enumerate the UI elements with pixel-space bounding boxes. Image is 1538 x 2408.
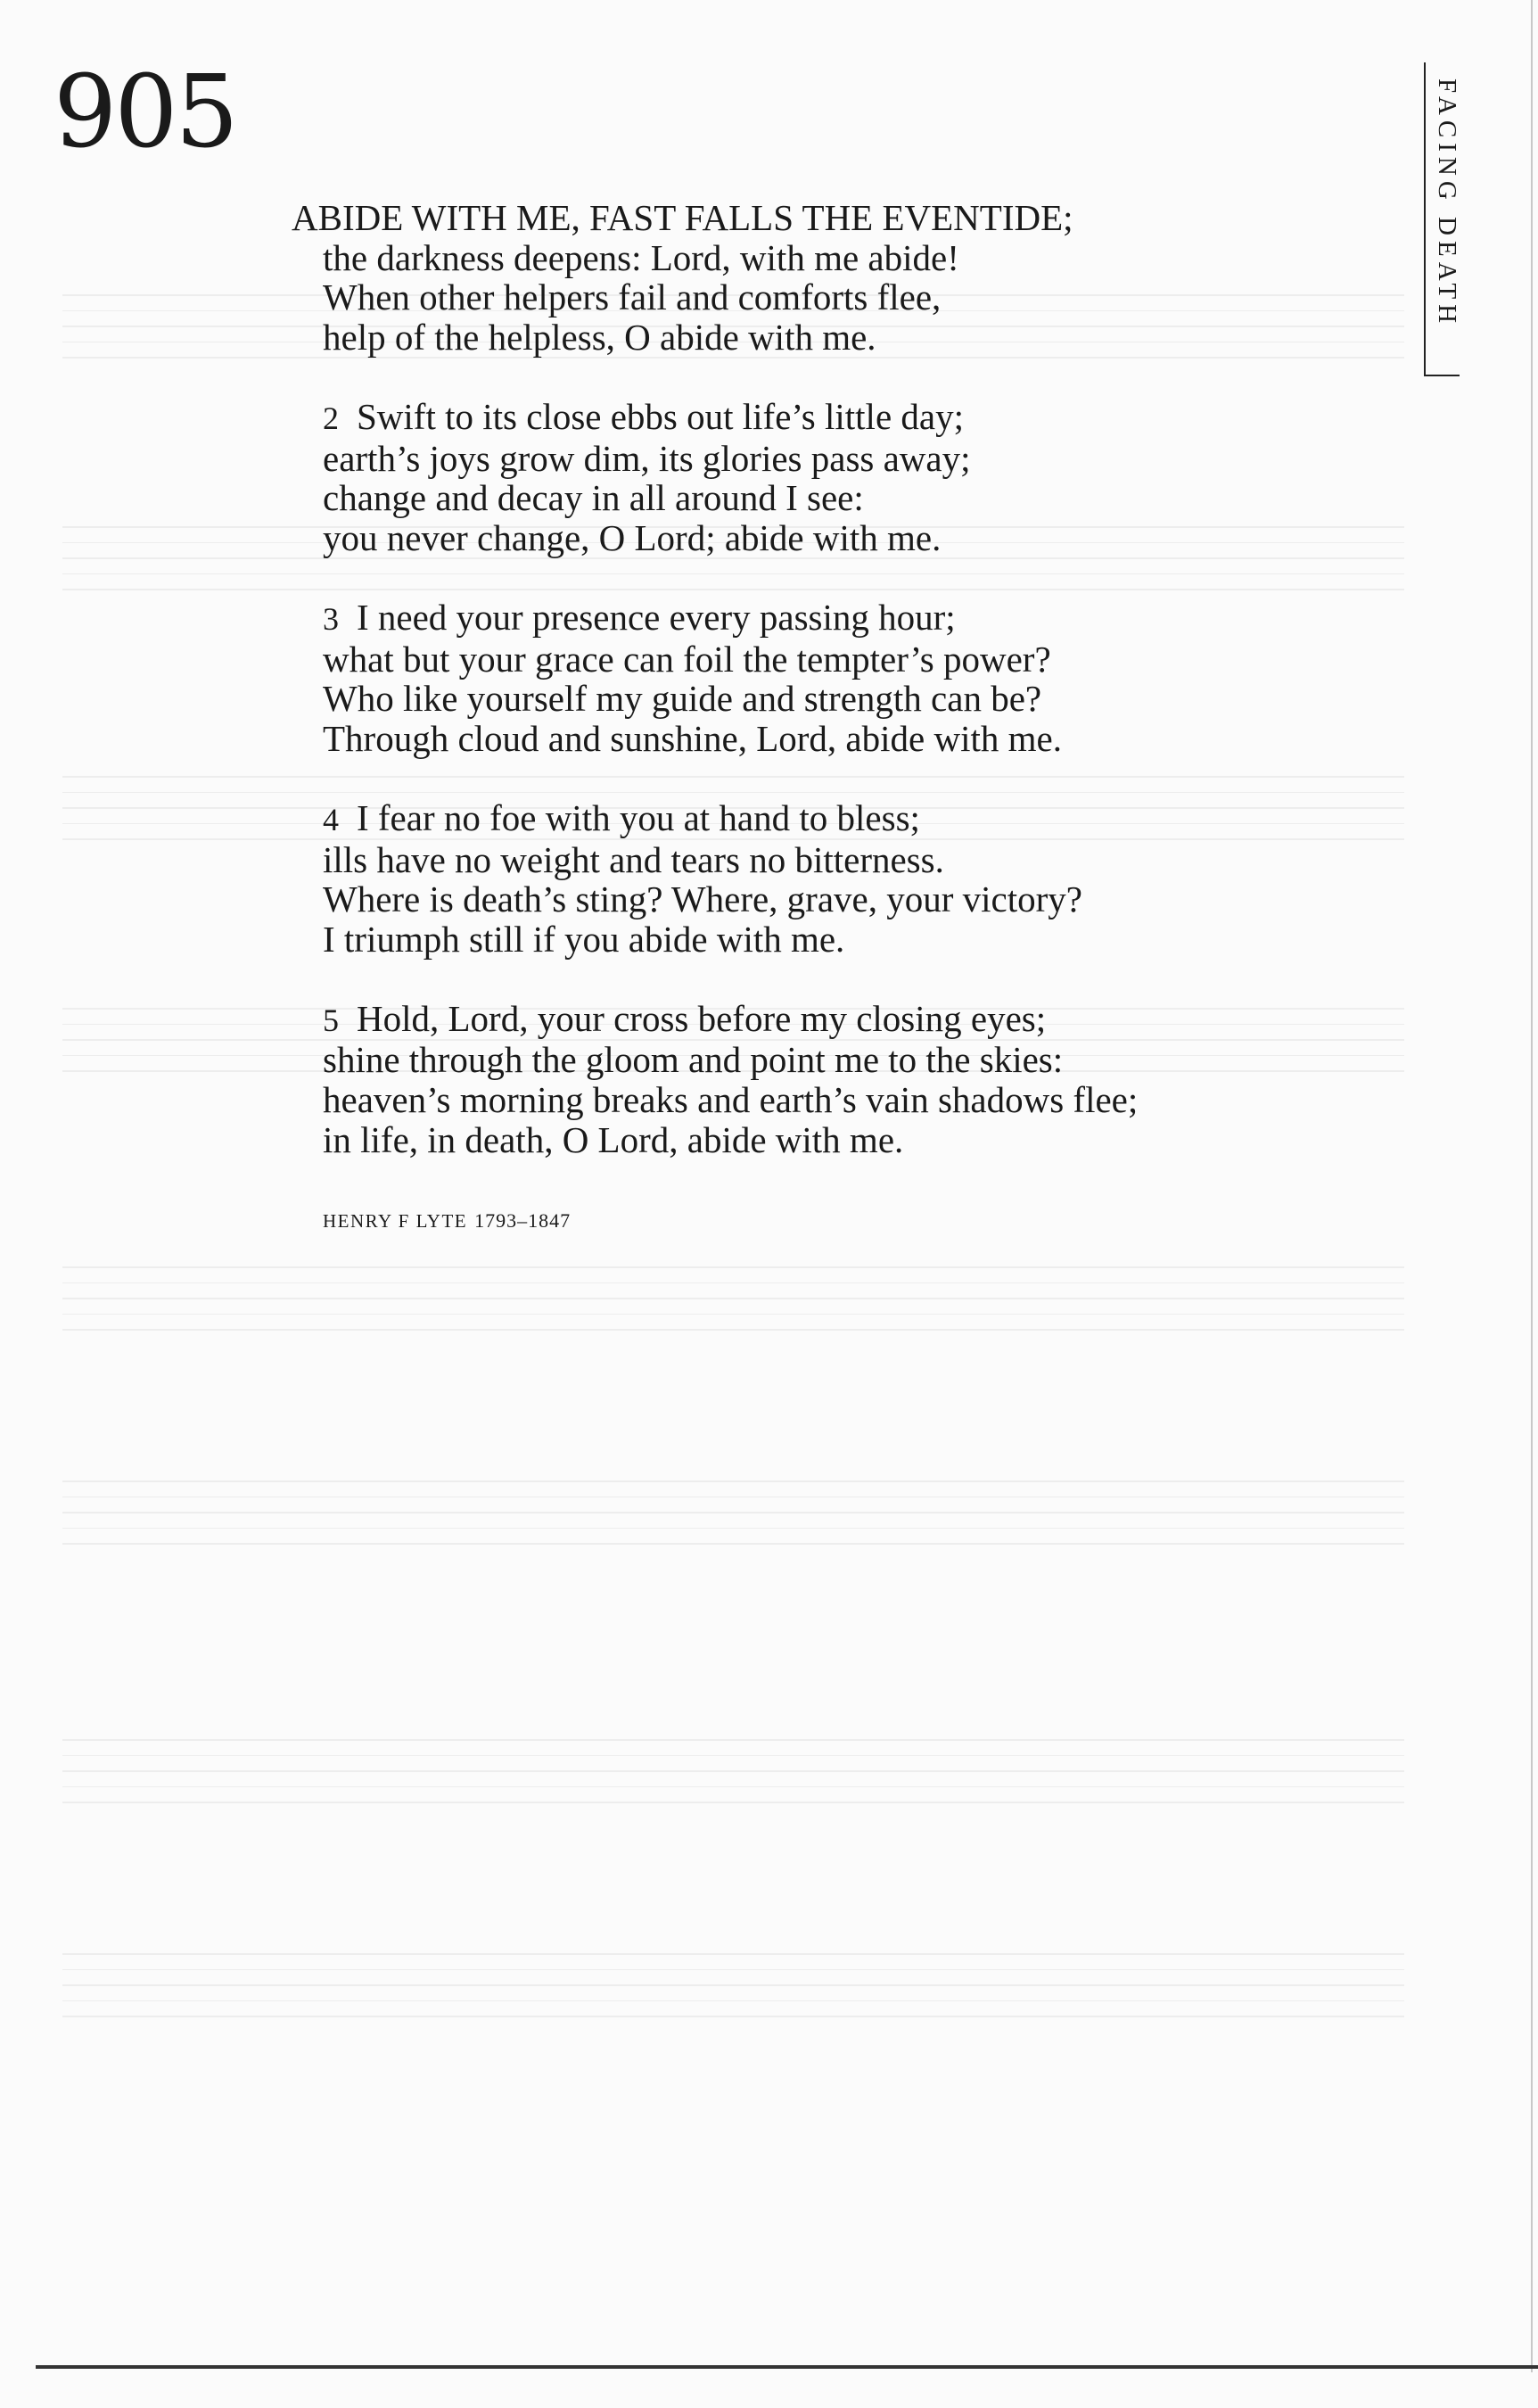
stanza-line: the darkness deepens: Lord, with me abide! (323, 236, 959, 278)
stanza-5 (323, 999, 1437, 1159)
page-edge-right (1531, 0, 1533, 2372)
stanza-4 (323, 798, 1437, 959)
stanza-line (323, 598, 1437, 639)
stanza-line: what but your grace can foil the tempter’s power? (323, 638, 1051, 680)
page-edge-bottom (36, 2365, 1538, 2369)
author-name: HENRY F LYTE (323, 1210, 468, 1232)
verse-number: 3 (323, 600, 339, 637)
stanza-line: help of the helpless, O abide with me. (323, 316, 876, 358)
verse-number: 4 (323, 801, 339, 837)
stanza-line-text: Hold, Lord, your cross before my closing eyes; (357, 997, 1047, 1039)
stanza-line: ABIDE WITH ME, FAST FALLS THE EVENTIDE; (292, 197, 1073, 238)
stanza-3 (323, 598, 1437, 758)
bleed-through-staff (62, 1739, 1404, 1819)
stanza-line (323, 999, 1437, 1041)
bleed-through-staff (62, 1266, 1404, 1347)
stanza-line: I triumph still if you abide with me. (323, 918, 845, 960)
stanza-line: you never change, O Lord; abide with me. (323, 516, 942, 558)
stanza-line-text: Swift to its close ebbs out life’s little day; (357, 395, 964, 437)
author-credit (323, 1209, 571, 1233)
bleed-through-staff (62, 1953, 1404, 2033)
stanza-line: Through cloud and sunshine, Lord, abide with me. (323, 717, 1062, 759)
bleed-through-staff (62, 1480, 1404, 1561)
hymn-number: 905 (53, 54, 236, 170)
stanza-line: Where is death’s sting? Where, grave, your victory? (323, 878, 1082, 920)
stanza-line: heaven’s morning breaks and earth’s vain shadows flee; (323, 1079, 1139, 1121)
stanza-line: in life, in death, O Lord, abide with me. (323, 1118, 904, 1160)
stanza-line: When other helpers fail and comforts flee, (323, 276, 942, 318)
verse-number: 5 (323, 1002, 339, 1038)
stanza-line: earth’s joys grow dim, its glories pass away; (323, 437, 971, 479)
stanza-line: shine through the gloom and point me to the skies: (323, 1039, 1064, 1081)
author-dates: 1793–1847 (474, 1209, 572, 1232)
hymn-text (292, 197, 1437, 1200)
stanza-line (323, 397, 1437, 439)
stanza-line (323, 798, 1437, 840)
stanza-line-text: I fear no foe with you at hand to bless; (357, 796, 920, 838)
stanza-2 (323, 397, 1437, 557)
section-label: FACING DEATH (1433, 78, 1461, 329)
verse-number: 2 (323, 400, 339, 436)
stanza-line: ills have no weight and tears no bitterness. (323, 838, 944, 880)
stanza-line: change and decay in all around I see: (323, 477, 864, 519)
stanza-line: Who like yourself my guide and strength can be? (323, 678, 1042, 720)
stanza-line-text: I need your presence every passing hour; (357, 596, 956, 638)
stanza-1 (292, 197, 1437, 358)
